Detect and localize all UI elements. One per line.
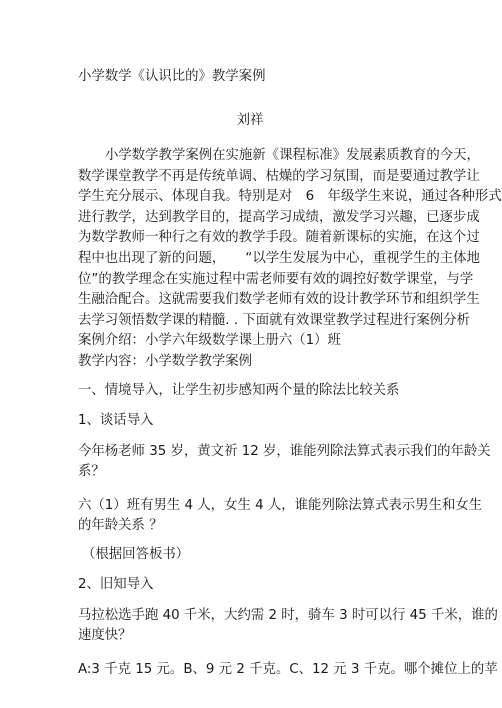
paragraph-line: 系？ [78,464,105,479]
sub1-heading-text: 1、谈话导入 [78,413,154,428]
intro-line: 为数学教师一种行之有效的教学手段。随着新课标的实施，在这个过 [78,230,480,246]
paragraph-line: A:3 千克 15 元。B、9 元 2 千克。C、12 元 3 千克。哪个摊位上的苹 [78,662,498,677]
board-note [82,545,436,565]
intro-line: 案例介绍：小学六年级数学课上册六（1）班 [78,333,341,349]
board-note-text: （根据回答板书） [82,547,190,562]
intro-line: 生融洽配合。这就需要我们数学老师有效的设计教学环节和组织学生 [78,292,480,308]
intro-line: 数学课堂教学不再是传统单调、枯燥的学习氛围，而是要通过教学让 [78,168,480,184]
paragraph-line: 六（1）班有男生 4 人，女生 4 人，谁能列除法算式表示男生和女生 [78,498,483,513]
section1-heading-text: 一、情境导入，让学生初步感知两个量的除法比较关系 [78,383,400,398]
content-label [78,352,432,372]
content-label-text: 教学内容：小学数学教学案例 [78,354,253,369]
paragraph-line: 今年杨老师 35 岁，黄文祈 12 岁，谁能列除法算式表示我们的年龄关 [78,444,491,459]
author-name: 刘祥 [236,113,264,128]
paragraph-line: 的年龄关系 ？ [78,518,163,533]
paragraph-apple-price [78,660,498,680]
intro-line: 进行教学，达到教学目的，提高学习成绩，激发学习兴趣，已逐步成 [78,209,480,225]
intro-line: 去学习领悟数学课的精髓. . 下面就有效课堂教学过程进行案例分析 [78,312,470,328]
sub2-heading-text: 2、旧知导入 [78,577,154,592]
section1-heading [78,381,432,401]
paragraph-line: 马拉松选手跑 40 千米，大约需 2 时，骑车 3 时可以行 45 千米，谁的 [78,608,498,623]
document-title: 小学数学《认识比的》教学案例 [78,69,266,84]
intro-line: 学生充分展示、体现自我。特别是对 6 年级学生来说，通过各种形式 [78,189,502,205]
sub1-heading [78,411,432,431]
intro-line: 位”的教学理念在实施过程中需老师要有效的调控好数学课堂，与学 [78,271,474,287]
intro-line: 小学数学教学案例在实施新《课程标准》发展素质教育的今天， [105,148,480,163]
paragraph-speed [78,606,498,646]
paragraph-age-relation [78,442,491,482]
paragraph-line: 速度快？ [78,628,132,643]
intro-line: 程中也出现了新的问题， “以学生发展为中心，重视学生的主体地 [78,250,480,266]
intro-paragraph [78,146,502,352]
paragraph-class-relation [78,496,483,536]
sub2-heading [78,575,432,595]
